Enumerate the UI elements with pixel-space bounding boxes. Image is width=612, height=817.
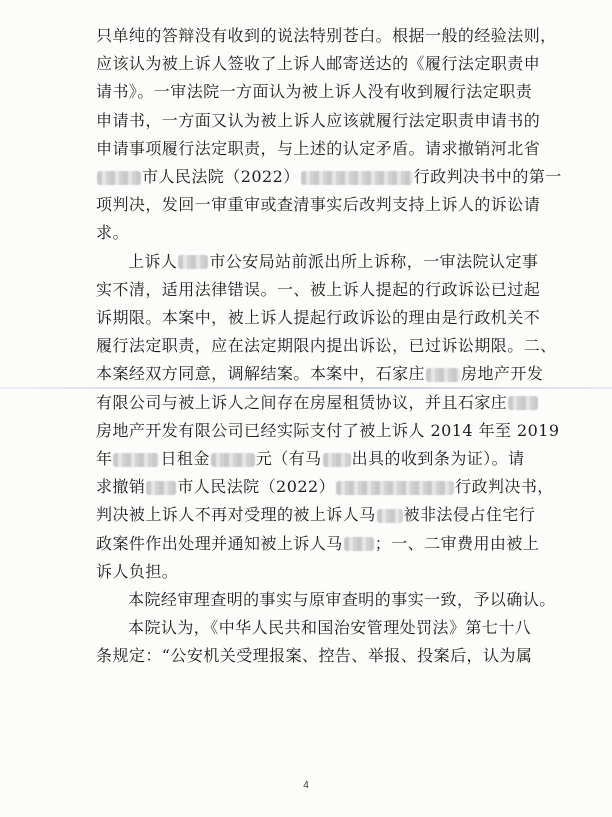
redaction-block [211, 453, 255, 467]
text-line: 有限公司与被上诉人之间存在房屋租赁协议，并且石家庄 [96, 389, 588, 417]
text-line: 只单纯的答辩没有收到的说法特别苍白。根据一般的经验法则， [96, 26, 557, 45]
text-line: 本案经双方同意，调解结案。本案中，石家庄 房地产开发 [96, 364, 544, 384]
redaction-block [146, 481, 176, 495]
redaction-block [344, 537, 374, 551]
text-line: 求撤销 市人民法院（2022） 行政判决书， [96, 477, 554, 497]
text-line: 房地产开发有限公司已经实际支付了被上诉人 2014 年至 2019 [96, 420, 560, 440]
text-line: 判决被上诉人不再对受理的被上诉人马 被非法侵占住宅行 [96, 505, 536, 525]
document-body [96, 22, 588, 671]
redaction-block [336, 481, 454, 495]
text-line: 诉期限。本案中，被上诉人提起行政诉讼的理由是行政机关不 [96, 308, 541, 328]
paragraph-4 [96, 614, 588, 670]
redaction-block [301, 171, 413, 185]
redaction-block [508, 396, 538, 410]
text-line: 请书》。一审法院一方面认为被上诉人没有收到履行法定职责 [96, 82, 533, 102]
text-line: 应该认为被上诉人签收了上诉人邮寄送达的《履行法定职责申 [96, 54, 541, 74]
text-line: 本院认为，《中华人民共和国治安管理处罚法》第七十八 [128, 618, 532, 638]
text-line: 求。 [96, 223, 129, 243]
text-line: 申请事项履行法定职责，与上述的认定矛盾。请求撤销河北省 [96, 138, 541, 158]
text-line: 项判决，发回一审重审或查清事实后改判支持上诉人的诉讼请 [96, 195, 541, 215]
redaction-block [377, 509, 403, 523]
redaction-block [97, 171, 141, 185]
text-line: 本院经审理查明的事实与原审查明的事实一致，予以确认。 [128, 590, 556, 610]
paragraph-1 [96, 22, 588, 248]
redaction-block [113, 453, 159, 467]
text-line: 实不清，适用法律错误。一、被上诉人提起的行政诉讼已过起 [96, 279, 541, 299]
page-number: 4 [303, 780, 309, 791]
text-line: 履行法定职责，应在法定期限内提出诉讼，已过诉讼期限。二、 [96, 336, 557, 356]
paragraph-3 [96, 586, 588, 614]
text-line: 市人民法院（2022） 行政判决书中的第一 [96, 163, 588, 191]
text-line: 政案件作出处理并通知被上诉人马 ；一、二审费用由被上 [96, 533, 540, 553]
paragraph-2 [96, 248, 588, 586]
text-line: 条规定：“公安机关受理报案、控告、举报、投案后，认为属 [96, 646, 533, 666]
redaction-block [426, 368, 460, 382]
text-line: 年 日租金 元（有马 出具的收到条为证）。请 [96, 449, 525, 469]
text-line: 申请书，一方面又认为被上诉人应该就履行法定职责申请书的 [96, 110, 541, 130]
text-line: 诉人负担。 [96, 561, 179, 581]
redaction-block [178, 255, 208, 269]
text-line: 上诉人 市公安局站前派出所上诉称，一审法院认定事 [128, 251, 539, 271]
redaction-block [323, 453, 351, 467]
